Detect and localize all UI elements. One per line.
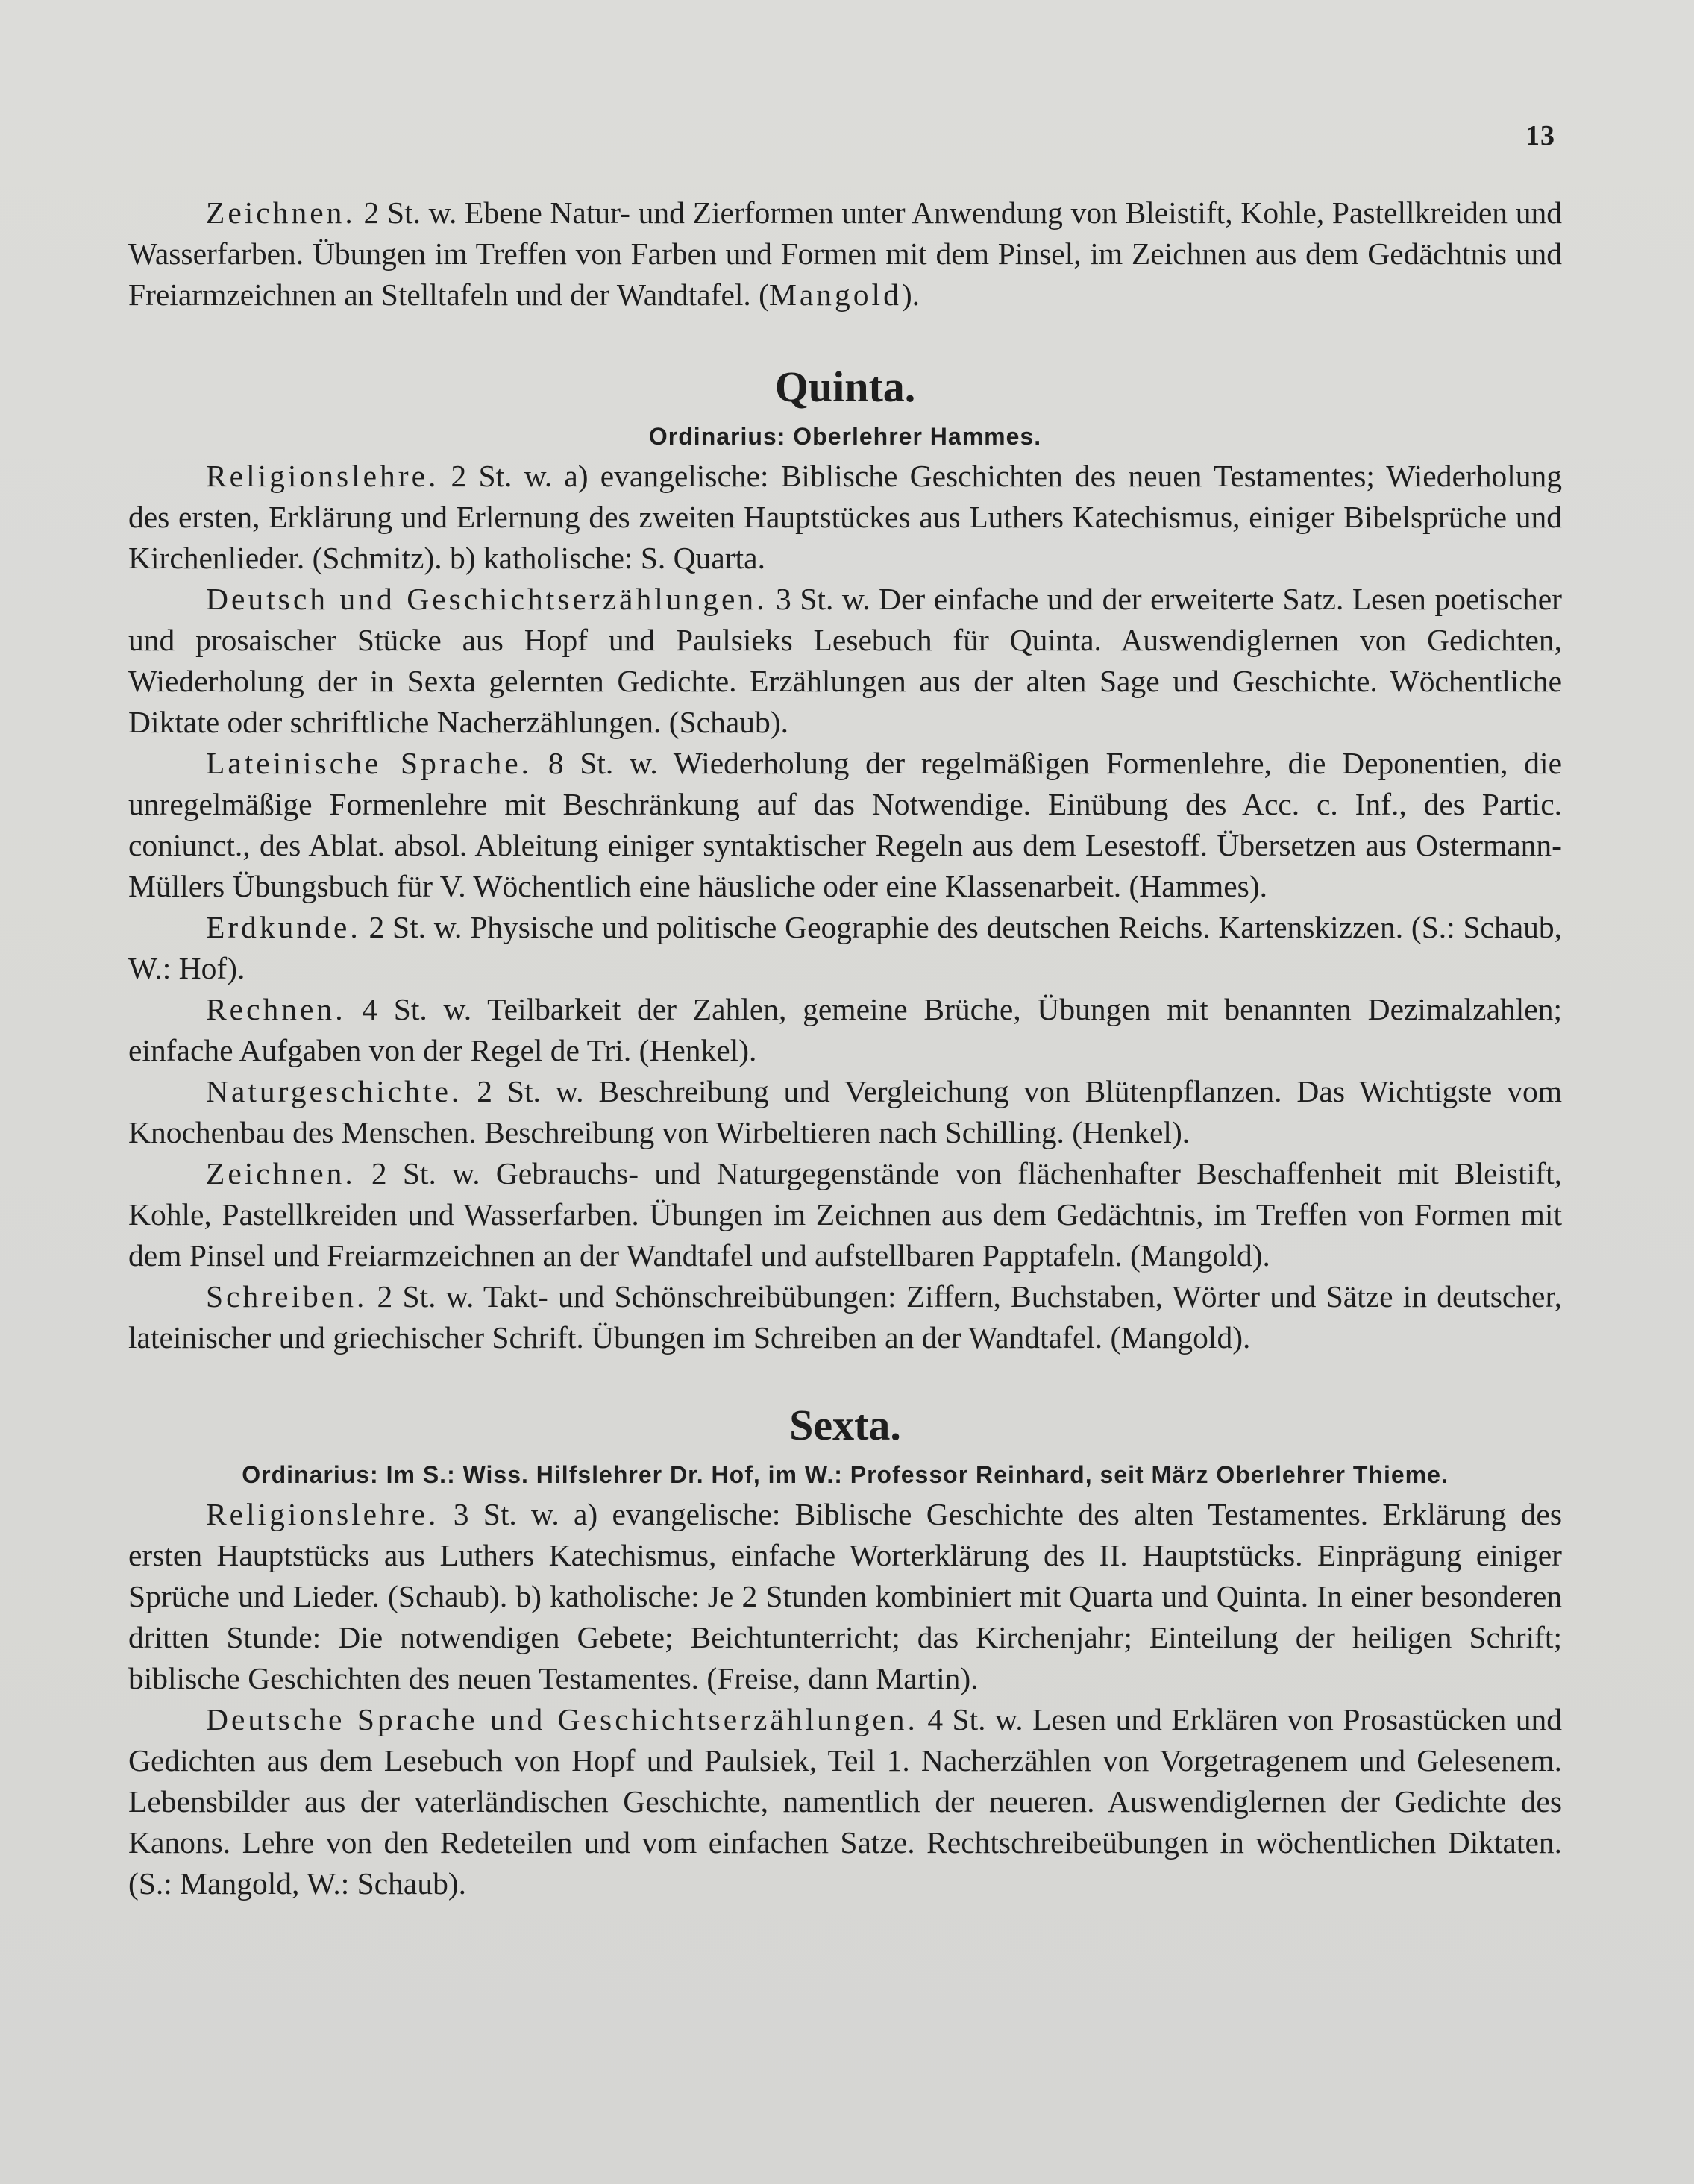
entry-text: 8 St. w. Wiederholung der regelmäßigen Formenlehre, die Deponentien, die unregelmäßige Formenlehre mit Beschränkung auf das Notwendige. Einübung des Acc. c. Inf., des Partic. coniunct., des Ablat. absol. Ableitung einiger syntaktischer Regeln aus dem Lesestoff. Übersetzen aus Ostermann-Müllers Übungsbuch für V. Wöchentlich eine häusliche oder eine Klassenarbeit. (Hammes). [128,746,1562,903]
teacher-name: Mangold [768,277,902,312]
quinta-entry [128,989,1562,1071]
subject-label: Deutsche Sprache und Geschichtserzählungen. [206,1702,918,1736]
sexta-entry [128,1494,1562,1699]
sexta-entry [128,1699,1562,1904]
entry-text: 2 St. w. Beschreibung und Vergleichung von Blütenpflanzen. Das Wichtigste vom Knochenbau des Menschen. Beschreibung von Wirbeltieren nach Schilling. (Henkel). [128,1074,1562,1149]
intro-paragraph [128,192,1562,316]
subject-label: Naturgeschichte. [206,1074,462,1108]
quinta-entry [128,743,1562,907]
entry-text: 2 St. w. a) evangelische: Biblische Geschichten des neuen Testamentes; Wiederholung des ersten, Erklärung und Erlernung des zweiten Hauptstückes aus Luthers Katechismus, einiger Bibelsprüche und Kirchenlieder. (Schmitz). b) katholische: S. Quarta. [128,459,1562,575]
quinta-entry [128,579,1562,743]
entry-text: 3 St. w. Der einfache und der erweiterte Satz. Lesen poetischer und prosaischer Stücke aus Hopf und Paulsieks Lesebuch für Quinta. Auswendiglernen von Gedichten, Wiederholung der in Sexta gelernten Gedichte. Erzählungen aus der alten Sage und Geschichte. Wöchentliche Diktate oder schriftliche Nacherzählungen. (Schaub). [128,582,1562,739]
subject-label: Zeichnen. [206,195,356,230]
quinta-entry [128,1153,1562,1276]
subject-label: Schreiben. [206,1279,368,1314]
quinta-entry [128,1276,1562,1358]
ordinarius-quinta: Ordinarius: Oberlehrer Hammes. [648,423,1042,450]
entry-text: 4 St. w. Teilbarkeit der Zahlen, gemeine Brüche, Übungen mit benannten Dezimalzahlen; einfache Aufgaben von der Regel de Tri. (Henkel). [128,992,1562,1067]
subject-label: Deutsch und Geschichtserzählungen. [206,582,768,616]
entry-text: 3 St. w. a) evangelische: Biblische Geschichte des alten Testamentes. Erklärung des ersten Hauptstücks aus Luthers Katechismus, einfache Worterklärung des II. Hauptstücks. Einprägung einiger Sprüche und Lieder. (Schaub). b) katholische: Je 2 Stunden kombiniert mit Quarta und Quinta. In einer besonderen dritten Stunde: Die notwendigen Gebete; Beichtunterricht; das Kirchenjahr; Einteilung der heiligen Schrift; biblische Geschichten des neuen Testamentes. (Freise, dann Martin). [128,1497,1562,1695]
quinta-entry [128,1071,1562,1153]
entry-text: 2 St. w. Takt- und Schönschreibübungen: Ziffern, Buchstaben, Wörter und Sätze in deutscher, lateinischer und griechischer Schrift. Übungen im Schreiben an der Wandtafel. (Mangold). [128,1279,1562,1355]
subject-label: Erdkunde. [206,910,361,944]
quinta-entry [128,456,1562,579]
subject-label: Religionslehre. [206,1497,439,1531]
subject-label: Religionslehre. [206,459,439,493]
quinta-entry [128,907,1562,989]
entry-text: 4 St. w. Lesen und Erklären von Prosastücken und Gedichten aus dem Lesebuch von Hopf und Paulsiek, Teil 1. Nacherzählen von Vorgetragenem und Gelesenem. Lebensbilder aus der vaterländischen Geschichte, namentlich der neueren. Auswendiglernen der Gedichte des Kanons. Lehre von den Redeteilen und vom einfachen Satze. Rechtschreibeübungen in wöchentlichen Diktaten. (S.: Mangold, W.: Schaub). [128,1702,1562,1901]
subject-label: Zeichnen. [206,1156,356,1190]
subject-label: Rechnen. [206,992,346,1026]
entry-end: ). [901,277,920,312]
section-heading-quinta: Quinta. [774,363,916,411]
entry-text: 2 St. w. Ebene Natur- und Zierformen unter Anwendung von Bleistift, Kohle, Pastellkreiden und Wasserfarben. Übungen im Treffen von Farben und Formen mit dem Pinsel, im Zeichnen aus dem Gedächtnis und Freiarmzeichnen an Stelltafeln und der Wandtafel. ( [128,195,1562,312]
section-heading-sexta: Sexta. [789,1401,901,1449]
page-number: 13 [1525,120,1555,151]
ordinarius-sexta: Ordinarius: Im S.: Wiss. Hilfslehrer Dr. Hof, im W.: Professor Reinhard, seit März Oberlehrer Thieme. [242,1461,1449,1488]
entry-text: 2 St. w. Gebrauchs- und Naturgegenstände von flächenhafter Beschaffenheit mit Bleistift, Kohle, Pastellkreiden und Wasserfarben. Übungen im Zeichnen aus dem Gedächtnis, im Treffen von Formen mit dem Pinsel und Freiarmzeichnen an der Wandtafel und aufstellbaren Papptafeln. (Mangold). [128,1156,1562,1273]
subject-label: Lateinische Sprache. [206,746,533,780]
entry-text: 2 St. w. Physische und politische Geographie des deutschen Reichs. Kartenskizzen. (S.: Schaub, W.: Hof). [128,910,1562,985]
page-content [128,192,1562,1904]
